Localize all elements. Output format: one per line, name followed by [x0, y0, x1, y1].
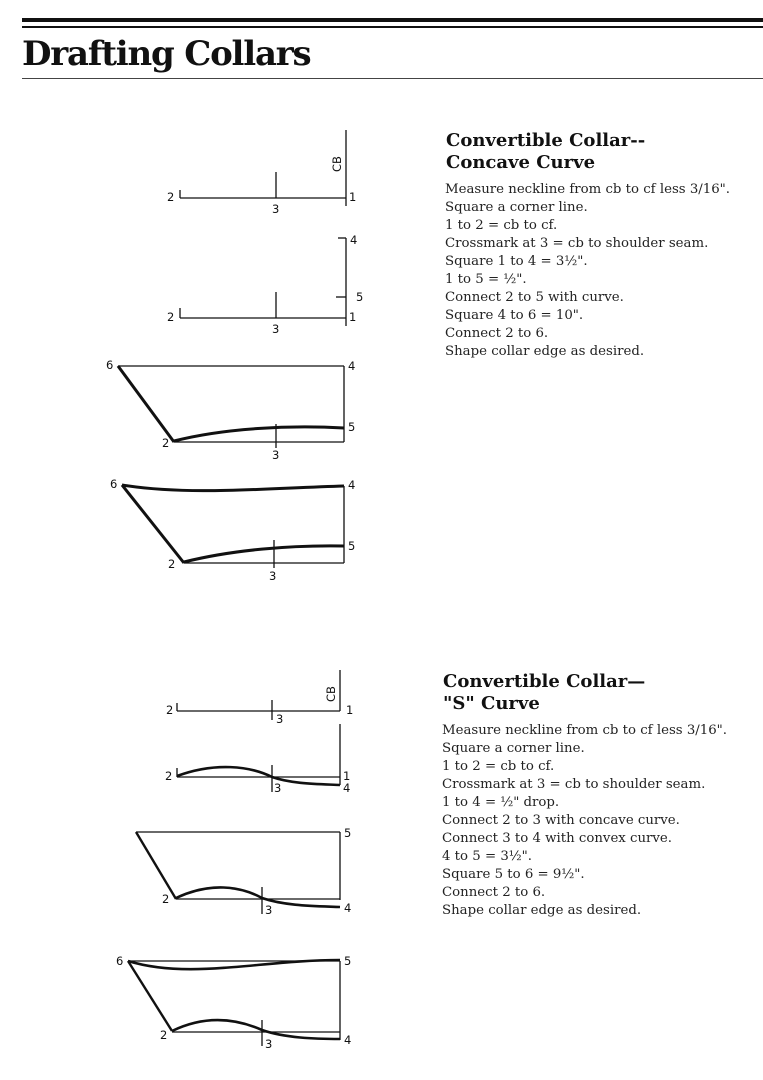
step: 1 to 2 = cb to cf. [445, 218, 558, 233]
diagram-concave-step3 [118, 366, 344, 448]
point-label: 4 [343, 781, 351, 795]
point-label: 4 [344, 1033, 352, 1047]
point-label: 3 [265, 903, 273, 917]
label-cb: CB [324, 686, 338, 702]
label-cb: CB [330, 156, 344, 172]
step: Shape collar edge as desired. [442, 903, 642, 918]
step: Square 4 to 6 = 10". [445, 308, 584, 323]
point-label: 2 [162, 436, 170, 450]
point-label: 5 [344, 954, 352, 968]
section-title-concave-line1: Convertible Collar-- [446, 130, 646, 151]
point-label: 2 [160, 1028, 168, 1042]
point-label: 5 [348, 420, 356, 434]
point-label: 3 [272, 202, 280, 216]
step: Square a corner line. [442, 741, 585, 756]
diagram-s-curve-step1 [177, 670, 340, 720]
point-label: 2 [165, 769, 173, 783]
point-label: 3 [274, 781, 282, 795]
step: Square a corner line. [445, 200, 588, 215]
step: Connect 2 to 6. [445, 326, 549, 341]
point-label: 1 [349, 310, 357, 324]
step: 1 to 5 = ½". [445, 272, 527, 287]
point-label: 1 [343, 769, 351, 783]
diagram-concave-step4 [122, 485, 344, 568]
point-label: 5 [348, 539, 356, 553]
point-label: 6 [106, 358, 114, 372]
step: Connect 2 to 6. [442, 885, 546, 900]
diagram-concave-step2 [180, 238, 346, 326]
point-label: 2 [162, 892, 170, 906]
point-label: 5 [344, 826, 352, 840]
point-label: 3 [272, 322, 280, 336]
point-label: 5 [356, 290, 364, 304]
step: Crossmark at 3 = cb to shoulder seam. [442, 777, 706, 792]
section-title-s-curve-line1: Convertible Collar— [443, 671, 646, 692]
diagram-s-curve-step2 [177, 724, 340, 792]
step: Shape collar edge as desired. [445, 344, 645, 359]
step: Connect 2 to 5 with curve. [445, 290, 624, 305]
point-label: 4 [348, 478, 356, 492]
step: Crossmark at 3 = cb to shoulder seam. [445, 236, 709, 251]
point-label: 4 [350, 233, 358, 247]
section-title-concave-line2: Concave Curve [446, 152, 596, 173]
point-label: 3 [272, 448, 280, 462]
point-label: 3 [276, 712, 284, 726]
point-label: 1 [346, 703, 354, 717]
point-label: 6 [110, 477, 118, 491]
point-label: 2 [166, 703, 174, 717]
step: Square 1 to 4 = 3½". [445, 254, 588, 269]
step: 4 to 5 = 3½". [442, 849, 533, 864]
page-title: Drafting Collars [22, 34, 311, 74]
step: 1 to 2 = cb to cf. [442, 759, 555, 774]
step: Connect 3 to 4 with convex curve. [442, 831, 673, 846]
point-label: 2 [167, 310, 175, 324]
point-label: 1 [349, 190, 357, 204]
point-label: 2 [167, 190, 175, 204]
point-label: 3 [265, 1037, 273, 1051]
step: Connect 2 to 3 with concave curve. [442, 813, 680, 828]
step: Square 5 to 6 = 9½". [442, 867, 585, 882]
diagram-concave-step1 [180, 130, 346, 206]
point-label: 2 [168, 557, 176, 571]
point-label: 6 [116, 954, 124, 968]
step: Measure neckline from cb to cf less 3/16". [445, 182, 731, 197]
step: 1 to 4 = ½" drop. [442, 795, 560, 810]
step: Measure neckline from cb to cf less 3/16". [442, 723, 728, 738]
point-label: 4 [344, 901, 352, 915]
point-label: 3 [269, 569, 277, 583]
section-title-s-curve-line2: "S" Curve [443, 693, 540, 714]
point-label: 4 [348, 359, 356, 373]
